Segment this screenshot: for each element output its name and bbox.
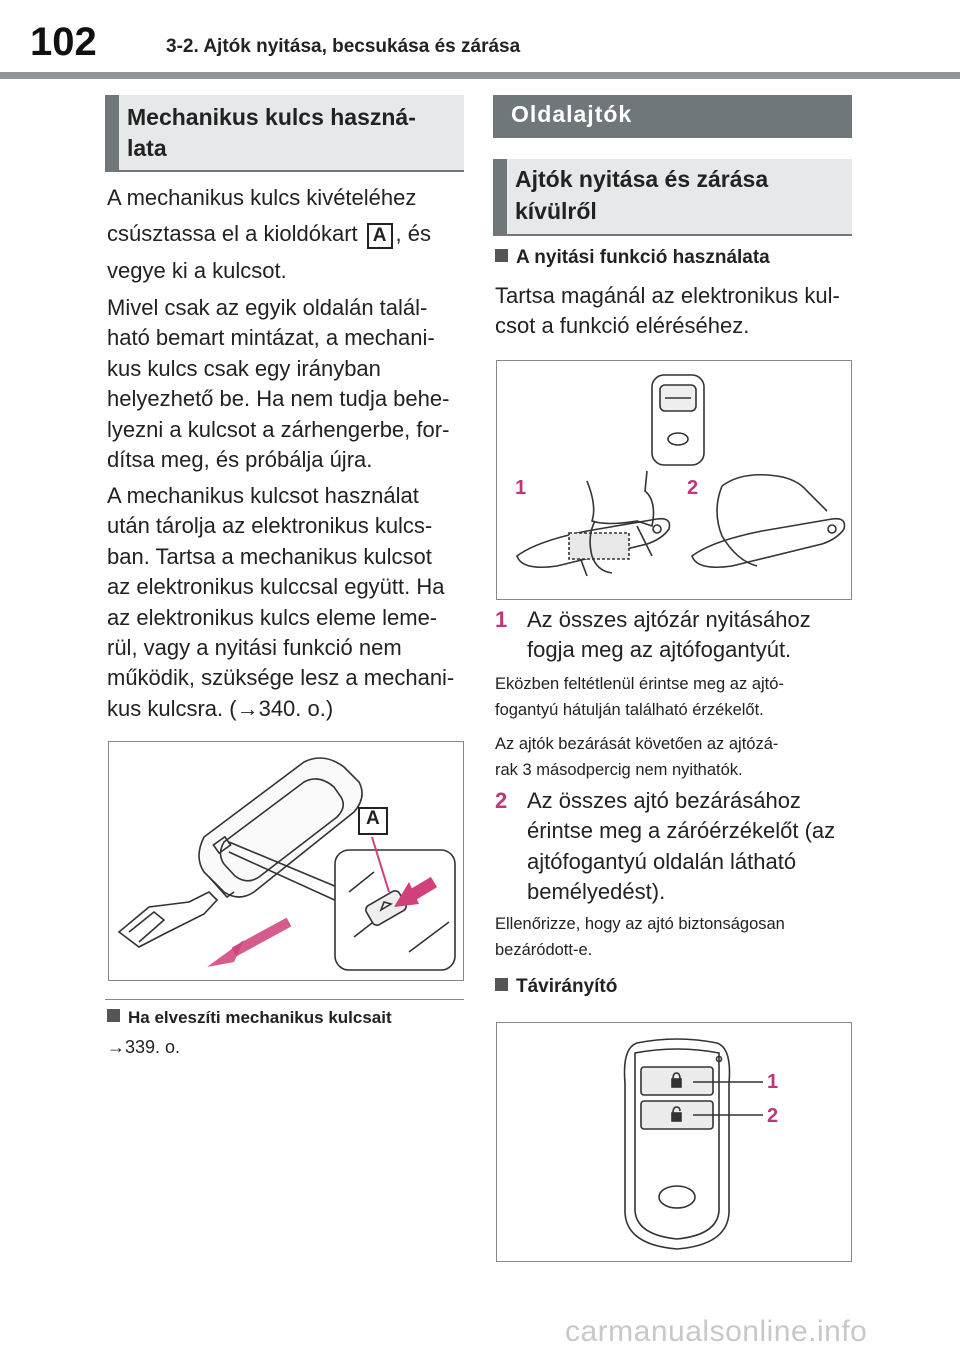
text-line: működik, szüksége lesz a mechani- [107,665,455,691]
sub-heading-line2: kívülről [515,198,597,224]
figure-mechanical-key [108,741,464,981]
text-line: fogantyú hátulján található érzékelőt. [495,701,764,719]
paragraph-intro [495,281,840,342]
note-heading: Ha elveszíti mechanikus kulcsait [107,1008,392,1028]
bullet-square-icon [495,249,508,262]
text-line: bemélyedést). [527,879,666,905]
figure-label-1: 1 [515,477,527,499]
watermark: carmanualsonline.info [565,1315,868,1348]
figure-label-a: A [366,808,380,829]
text-line: kus kulcsra. (→340. o.) [107,695,334,721]
text-line: csúsztassa el a kioldókart [107,221,358,247]
label-a-box: A [367,223,393,249]
text-line: Az ajtók bezárását követően az ajtózá- [495,735,779,753]
paragraph-key-removal [107,183,431,286]
bullet-heading-opening-function: A nyitási funkció használata [495,247,770,269]
figure-label-2: 2 [687,477,699,499]
text-line: ban. Tartsa a mechanikus kulcsot [107,543,432,569]
text-line: dítsa meg, és próbálja újra. [107,447,373,473]
header-rule [0,72,960,79]
text-line: vegye ki a kulcsot. [107,257,287,283]
text-line: A mechanikus kulcsot használat [107,483,419,508]
section-heading-box [493,95,852,138]
text-line: bezáródott-e. [495,941,593,959]
text-line: rak 3 másodpercig nem nyithatók. [495,761,743,779]
step-2 [495,786,835,908]
heading-mechanical-key-line2: lata [127,135,167,161]
heading-mechanical-key-line1: Mechanikus kulcs haszná- [127,104,416,130]
text-line: helyezhető be. Ha nem tudja behe- [107,386,450,412]
mechanical-key-illustration [109,742,463,980]
text-line: fogja meg az ajtófogantyút. [527,637,792,663]
text-line: után tárolja az elektronikus kulcs- [107,513,433,539]
bullet-square-icon [107,1009,120,1022]
figure-label-2: 2 [767,1105,779,1127]
step-2-note [495,911,785,963]
text-line: Eközben feltétlenül érintse meg az ajtó- [495,675,784,693]
paragraph-key-storage [107,481,454,724]
text-line: ajtófogantyú oldalán látható [527,848,797,874]
bullet-square-icon [495,978,508,991]
sub-heading-box [493,159,852,236]
remote-illustration [497,1023,851,1261]
sub-heading-line1: Ajtók nyitása és zárása [515,166,769,192]
text-line: Az összes ajtózár nyitásához [527,607,811,632]
text-line: , és [395,221,431,247]
heading-box-mechanical-key [105,95,464,172]
paragraph-key-insertion [107,293,449,475]
step-number-2: 2 [495,788,508,813]
note-text: →339. o. [107,1037,181,1057]
figure-door-handle [496,360,852,600]
text-line: kus kulcs csak egy irányban [107,355,381,381]
section-heading: Oldalajtók [511,101,633,127]
text-line: rül, vagy a nyitási funkció nem [107,635,402,661]
text-line: Az összes ajtó bezárásához [527,788,801,813]
step-number-1: 1 [495,607,508,632]
text-line: az elektronikus kulccsal együtt. Ha [107,574,445,600]
text-line: az elektronikus kulcs eleme leme- [107,604,438,630]
text-line: Tartsa magánál az elektronikus kul- [495,283,840,308]
door-handle-illustration [497,361,851,599]
step-1-note-2 [495,731,778,783]
text-line: A mechanikus kulcs kivételéhez [107,185,417,210]
page-number: 102 [30,20,97,64]
text-line: csot a funkció eléréséhez. [495,313,750,339]
bullet-heading-remote: Távirányító [495,976,617,998]
step-1 [495,605,811,666]
figure-label-1: 1 [767,1071,779,1093]
note-rule [105,999,464,1000]
step-1-note-1 [495,671,784,723]
text-line: Ellenőrizze, hogy az ajtó biztonságosan [495,915,785,933]
text-line: Mivel csak az egyik oldalán talál- [107,295,428,320]
section-title: 3-2. Ajtók nyitása, becsukása és zárása [166,36,521,57]
figure-remote [496,1022,852,1262]
text-line: érintse meg a záróérzékelőt (az [527,818,836,844]
text-line: ható bemart mintázat, a mechani- [107,325,435,351]
text-line: lyezni a kulcsot a zárhengerbe, for- [107,416,450,442]
